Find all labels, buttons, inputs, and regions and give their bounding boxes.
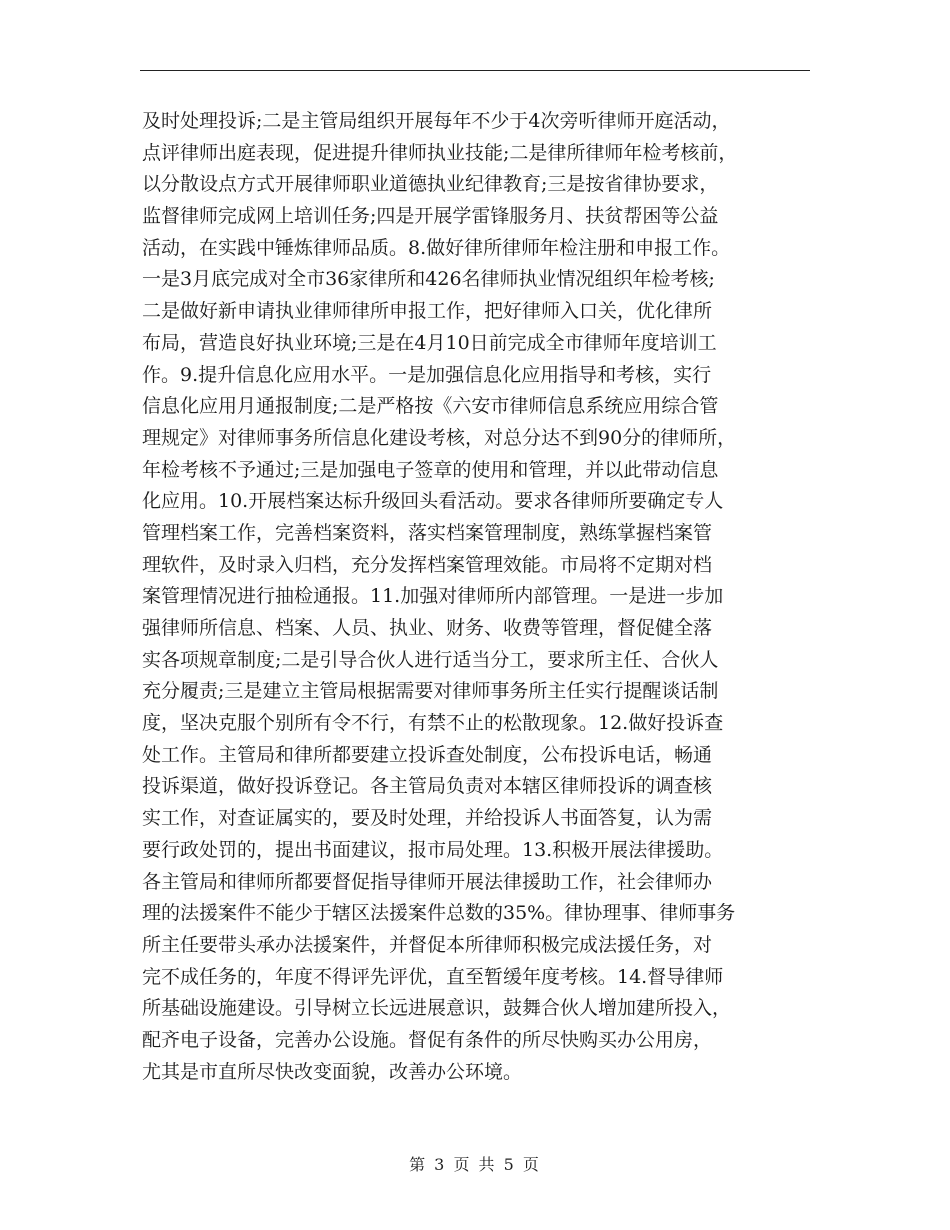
text-line: 理的法援案件不能少于辖区法援案件总数的35%。律协理事、律师事务: [142, 902, 736, 925]
text-line: 年检考核不予通过;三是加强电子签章的使用和管理，并以此带动信息: [142, 458, 719, 481]
text-line: 点评律师出庭表现，促进提升律师执业技能;二是律所律师年检考核前，: [142, 141, 738, 164]
text-line: 一是3月底完成对全市36家律所和426名律师执业情况组织年检考核;: [142, 268, 715, 291]
text-line: 以分散设点方式开展律师职业道德执业纪律教育;三是按省律协要求，: [142, 173, 719, 196]
text-line: 活动，在实践中锤炼律师品质。8.做好律所律师年检注册和申报工作。: [142, 236, 731, 259]
text-line: 完不成任务的，年度不得评先评优，直至暂缓年度考核。14.督导律师: [142, 965, 724, 988]
header-divider: [140, 70, 810, 71]
text-line: 度，坚决克服个别所有令不行，有禁不止的松散现象。12.做好投诉查: [142, 712, 724, 735]
text-line: 信息化应用月通报制度;二是严格按《六安市律师信息系统应用综合管: [142, 395, 719, 418]
text-line: 所基础设施建设。引导树立长远进展意识，鼓舞合伙人增加建所投入，: [142, 997, 732, 1020]
text-line: 所主任要带头承办法援案件，并督促本所律师积极完成法援任务，对: [142, 933, 713, 956]
text-line: 理软件，及时录入归档，充分发挥档案管理效能。市局将不定期对档: [142, 553, 713, 576]
text-line: 理规定》对律师事务所信息化建设考核，对总分达不到90分的律师所，: [142, 426, 737, 449]
text-line: 实工作，对查证属实的，要及时处理，并给投诉人书面答复，认为需: [142, 807, 713, 830]
text-line: 处工作。主管局和律所都要建立投诉查处制度，公布投诉电话，畅通: [142, 743, 713, 766]
text-line: 案管理情况进行抽检通报。11.加强对律师所内部管理。一是进一步加: [142, 585, 724, 608]
text-line: 投诉渠道，做好投诉登记。各主管局负责对本辖区律师投诉的调查核: [142, 775, 713, 798]
body-text: [142, 106, 814, 1088]
text-line: 各主管局和律师所都要督促指导律师开展法律援助工作，社会律师办: [142, 870, 713, 893]
text-line: 布局，营造良好执业环境;三是在4月10日前完成全市律师年度培训工: [142, 331, 717, 354]
text-line: 管理档案工作，完善档案资料，落实档案管理制度，熟练掌握档案管: [142, 521, 713, 544]
text-line: 配齐电子设备，完善办公设施。督促有条件的所尽快购买办公用房，: [142, 1028, 713, 1051]
text-line: 作。9.提升信息化应用水平。一是加强信息化应用指导和考核，实行: [142, 363, 712, 386]
text-line: 要行政处罚的，提出书面建议，报市局处理。13.积极开展法律援助。: [142, 838, 724, 861]
text-line: 尤其是市直所尽快改变面貌，改善办公环境。: [142, 1060, 523, 1083]
text-line: 充分履责;三是建立主管局根据需要对律师事务所主任实行提醒谈话制: [142, 680, 719, 703]
text-line: 二是做好新申请执业律师律所申报工作，把好律师入口关，优化律所: [142, 300, 713, 323]
text-line: 监督律师完成网上培训任务;四是开展学雷锋服务月、扶贫帮困等公益: [142, 205, 719, 228]
text-line: 实各项规章制度;二是引导合伙人进行适当分工，要求所主任、合伙人: [142, 648, 719, 671]
text-line: 强律师所信息、档案、人员、执业、财务、收费等管理，督促健全落: [142, 617, 713, 639]
text-line: 化应用。10.开展档案达标升级回头看活动。要求各律师所要确定专人: [142, 490, 724, 513]
page-number-footer: 第 3 页 共 5 页: [409, 1155, 541, 1174]
text-line: 及时处理投诉;二是主管局组织开展每年不少于4次旁听律师开庭活动，: [142, 110, 731, 132]
